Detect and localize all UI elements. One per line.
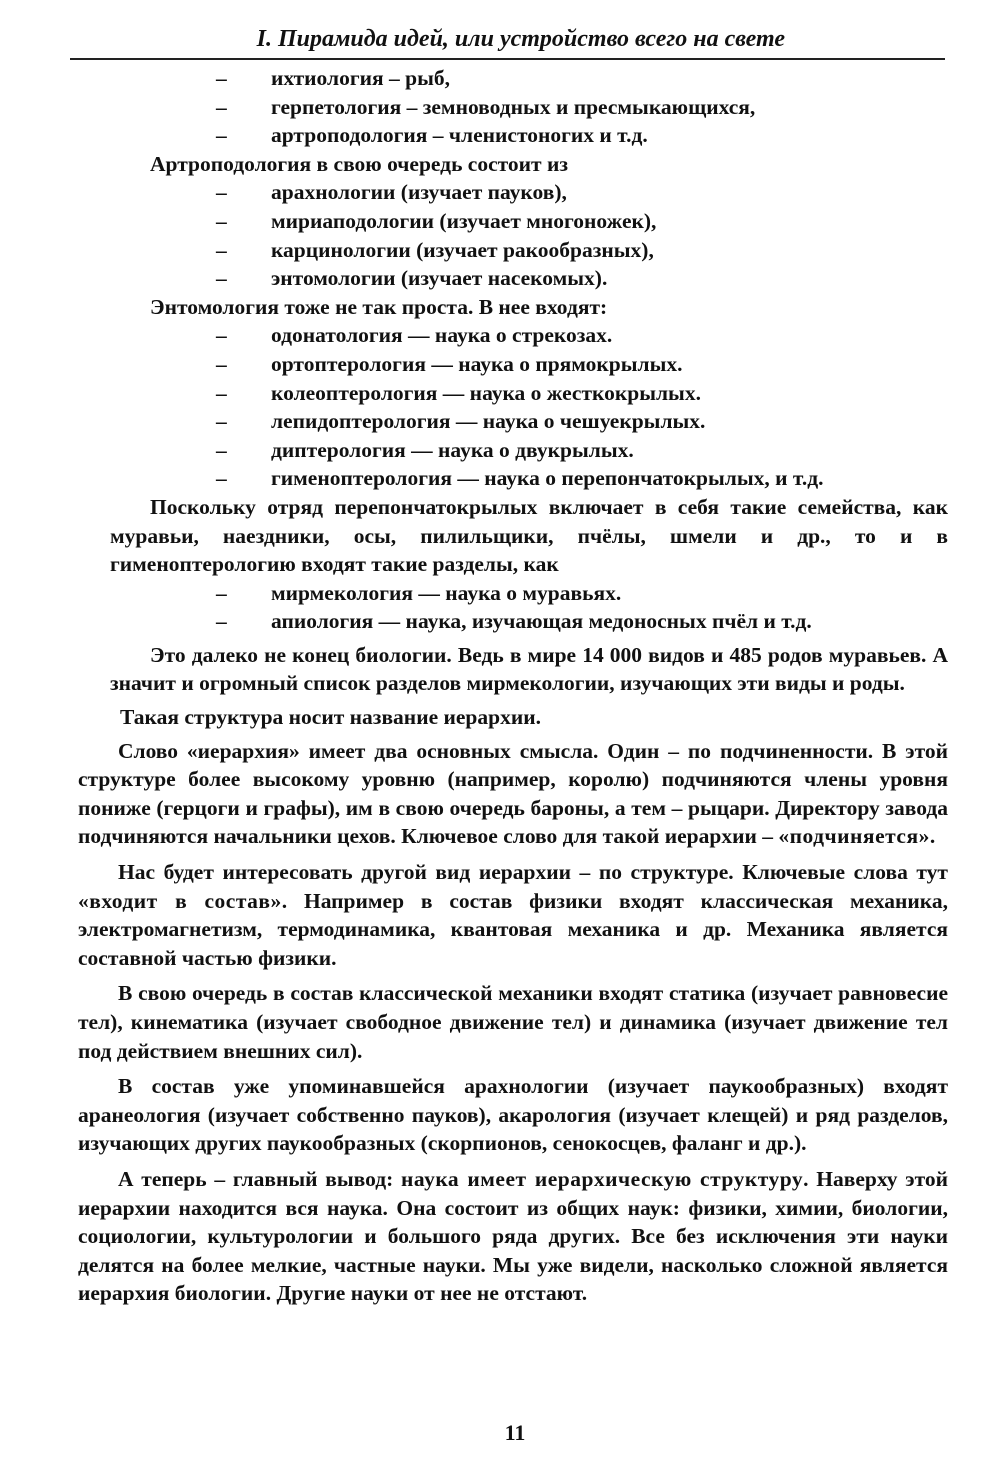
paragraph-structure: Такая структура носит название иерархии. [120, 705, 541, 730]
list-dash: – [216, 466, 227, 491]
paragraph-conclusion: А теперь – главный вывод: наука имеет иерархическую структуру. Наверху этой иерархии находится вся наука. Она состоит из общих наук: физики, химии, биологии, социологии, культурологии и большого ряда других. Все без исключения эти науки делятся на более мелкие, частные науки. Мы уже видели, насколько сложной является иерархия биологии. Другие науки от нее не отстают. [78, 1166, 949, 1306]
list-item: – герпетология – земноводных и пресмыкающихся, [78, 93, 948, 122]
list-dash: – [216, 237, 227, 262]
list-item: – ортоптерология — наука о прямокрылых. [78, 350, 948, 379]
list-item: – артроподология – членистоногих и т.д. [78, 121, 948, 150]
running-header [70, 22, 945, 60]
list-dash: – [216, 380, 227, 405]
paragraph-word-hierarchy: Слово «иерархия» имеет два основных смысла. Один – по подчиненности. В этой структуре более высокому уровню (например, королю) подчиняются члены уровня пониже (герцоги и графы), им в свою очередь бароны, а тем – рыцари. Директору завода подчиняются начальники цехов. Ключевое слово для такой иерархии – «подчиняется». [78, 738, 948, 849]
chapter-title: I. Пирамида идей, или устройство всего на свете [256, 26, 785, 52]
list-dash: – [216, 66, 227, 90]
list-item: – мириаподологии (изучает многоножек), [78, 207, 948, 236]
list-entomology [78, 321, 948, 493]
keyword-hierarchical-structure: наука имеет иерархическую структуру [401, 1166, 804, 1191]
list-dash: – [216, 580, 227, 605]
list-dash: – [216, 180, 227, 205]
list-item: – мирмекология — наука о муравьях. [78, 579, 948, 608]
list-dash: – [216, 123, 227, 148]
list-dash: – [216, 609, 227, 634]
intro-arthropodology: Артроподология в свою очередь состоит из [150, 151, 569, 176]
list-dash: – [216, 409, 227, 434]
keyword-part-of: «входит в состав» [78, 888, 282, 913]
page-number: 11 [504, 1420, 526, 1445]
list-dash: – [216, 208, 227, 233]
list-arthropodology [78, 178, 948, 292]
keyword-subordinate: «подчиняется» [778, 824, 930, 849]
paragraph-ants: Это далеко не конец биологии. Ведь в мире 14 000 видов и 485 родов муравьев. А значит и огромный список разделов мирмекологии, изучающих эти виды и роды. [110, 642, 948, 696]
list-zoology [78, 64, 948, 150]
list-dash: – [216, 94, 227, 119]
list-hymenoptera [78, 579, 948, 636]
paragraph-arachnology: В состав уже упоминавшейся арахнологии (изучает паукообразных) входят аранеология (изучает собственно пауков), акарология (изучает клещей) и ряд разделов, изучающих других паукообразных (скорпионов, сенокосцев, фаланг и др.). [78, 1074, 948, 1156]
list-item: – апиология — наука, изучающая медоносных пчёл и т.д. [78, 607, 948, 636]
list-item: – энтомологии (изучает насекомых). [78, 264, 948, 293]
list-item: – одонатология — наука о стрекозах. [78, 321, 948, 350]
intro-entomology: Энтомология тоже не так проста. В нее входят: [150, 294, 608, 319]
list-dash: – [216, 437, 227, 462]
list-item: – лепидоптерология — наука о чешуекрылых. [78, 407, 948, 436]
paragraph-hymenoptera: Поскольку отряд перепончатокрылых включает в себя такие семейства, как муравьи, наездники, осы, пилильщики, пчёлы, шмели и др., то и в гименоптерологию входят такие разделы, как [110, 494, 948, 577]
list-item: – колеоптерология — наука о жесткокрылых. [78, 379, 948, 408]
list-item: – карцинологии (изучает ракообразных), [78, 236, 948, 265]
paragraph-other-kind: Нас будет интересовать другой вид иерархии – по структуре. Ключевые слова тут «входит в состав». Например в состав физики входят классическая механика, электромагнетизм, термодинамика, квантовая механика и др. Механика является составной частью физики. [78, 860, 948, 970]
list-dash: – [216, 323, 227, 348]
page-body [78, 64, 948, 1308]
list-dash: – [216, 266, 227, 291]
list-item: – ихтиология – рыб, [78, 64, 948, 93]
list-item: – гименоптерология — наука о перепончатокрылых, и т.д. [78, 464, 948, 493]
list-dash: – [216, 351, 227, 376]
list-item: – диптерология — наука о двукрылых. [78, 436, 948, 465]
paragraph-mechanics: В свою очередь в состав классической механики входят статика (изучает равновесие тел), кинематика (изучает свободное движение тел) и динамика (изучает движение тел под действием внешних сил). [78, 981, 948, 1063]
list-item: – арахнологии (изучает пауков), [78, 178, 948, 207]
